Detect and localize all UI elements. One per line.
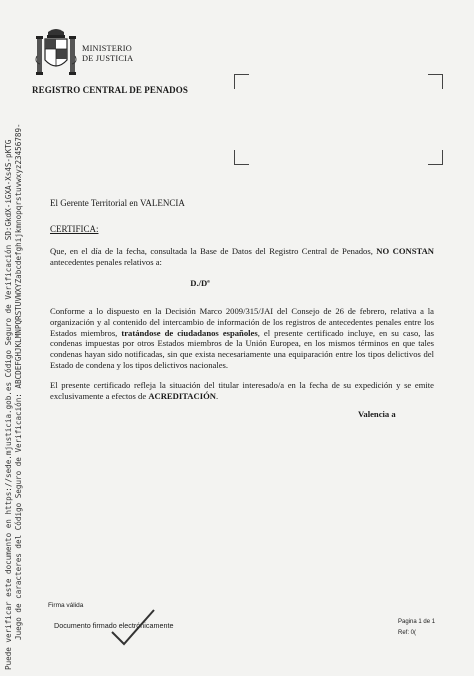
- electronic-signature-label: Documento firmado electrónicamente: [54, 621, 174, 630]
- address-box-corner: [428, 74, 443, 89]
- paragraph-eu-decision: Conforme a lo dispuesto en la Decisión Marco 2009/315/JAI del Consejo de 26 de febrero, relativa a la organización y al contenido del intercambio de información de los registros de antecedentes penales entre los Estados miembros, tratándose de ciudadanos españoles, el presente certificado incluye, en su caso, las condenas impuestas por otros Estados miembros de la Unión Europea, en los mismos términos en que tales condenas hayan sido notificadas, sin que exista necesariamente una equiparación entre los tipos delictivos del Estado de condena y los tipos delictivos nacionales.: [50, 306, 434, 370]
- page-number: Pagina 1 de 1: [398, 619, 436, 625]
- address-box-corner: [428, 150, 443, 165]
- ministry-name: MINISTERIO DE JUSTICIA: [82, 44, 134, 63]
- valid-signature-label: Firma válida: [48, 602, 84, 609]
- city-date-line: Valencia a: [358, 409, 396, 419]
- verification-charset-text: Juego de caracteres del Código Seguro de Verificación: ABCDEFGHJKLMNPQRSTUVWXYZabcdefghijkmnopqrstuvwxyz23456789-: [14, 123, 23, 640]
- address-box-corner: [234, 150, 249, 165]
- paragraph-consultation: Que, en el día de la fecha, consultada la Base de Datos del Registro Central de Penados, NO CONSTAN antecedentes penales relativos a:: [50, 246, 434, 267]
- address-box-corner: [234, 74, 249, 89]
- checkmark-icon: [110, 608, 156, 648]
- reference-number: Ref: 0(: [398, 630, 417, 636]
- manager-line: El Gerente Territorial en VALENCIA: [50, 198, 185, 208]
- verification-url-text: Puede verificar este documento en https://sede.mjusticia.gob.es Código Seguro de Verificación SD:GkdX-iGXA-Xs4S-pKTG: [4, 139, 13, 670]
- registry-title: REGISTRO CENTRAL DE PENADOS: [32, 85, 188, 95]
- coat-of-arms-icon: [34, 26, 78, 78]
- paragraph-purpose: El presente certificado refleja la situación del titular interesado/a en la fecha de su expedición y se emite exclusivamente a efectos de ACREDITACIÓN.: [50, 380, 434, 401]
- holder-name: D./Dª: [190, 278, 210, 288]
- certifies-heading: CERTIFICA:: [50, 224, 99, 234]
